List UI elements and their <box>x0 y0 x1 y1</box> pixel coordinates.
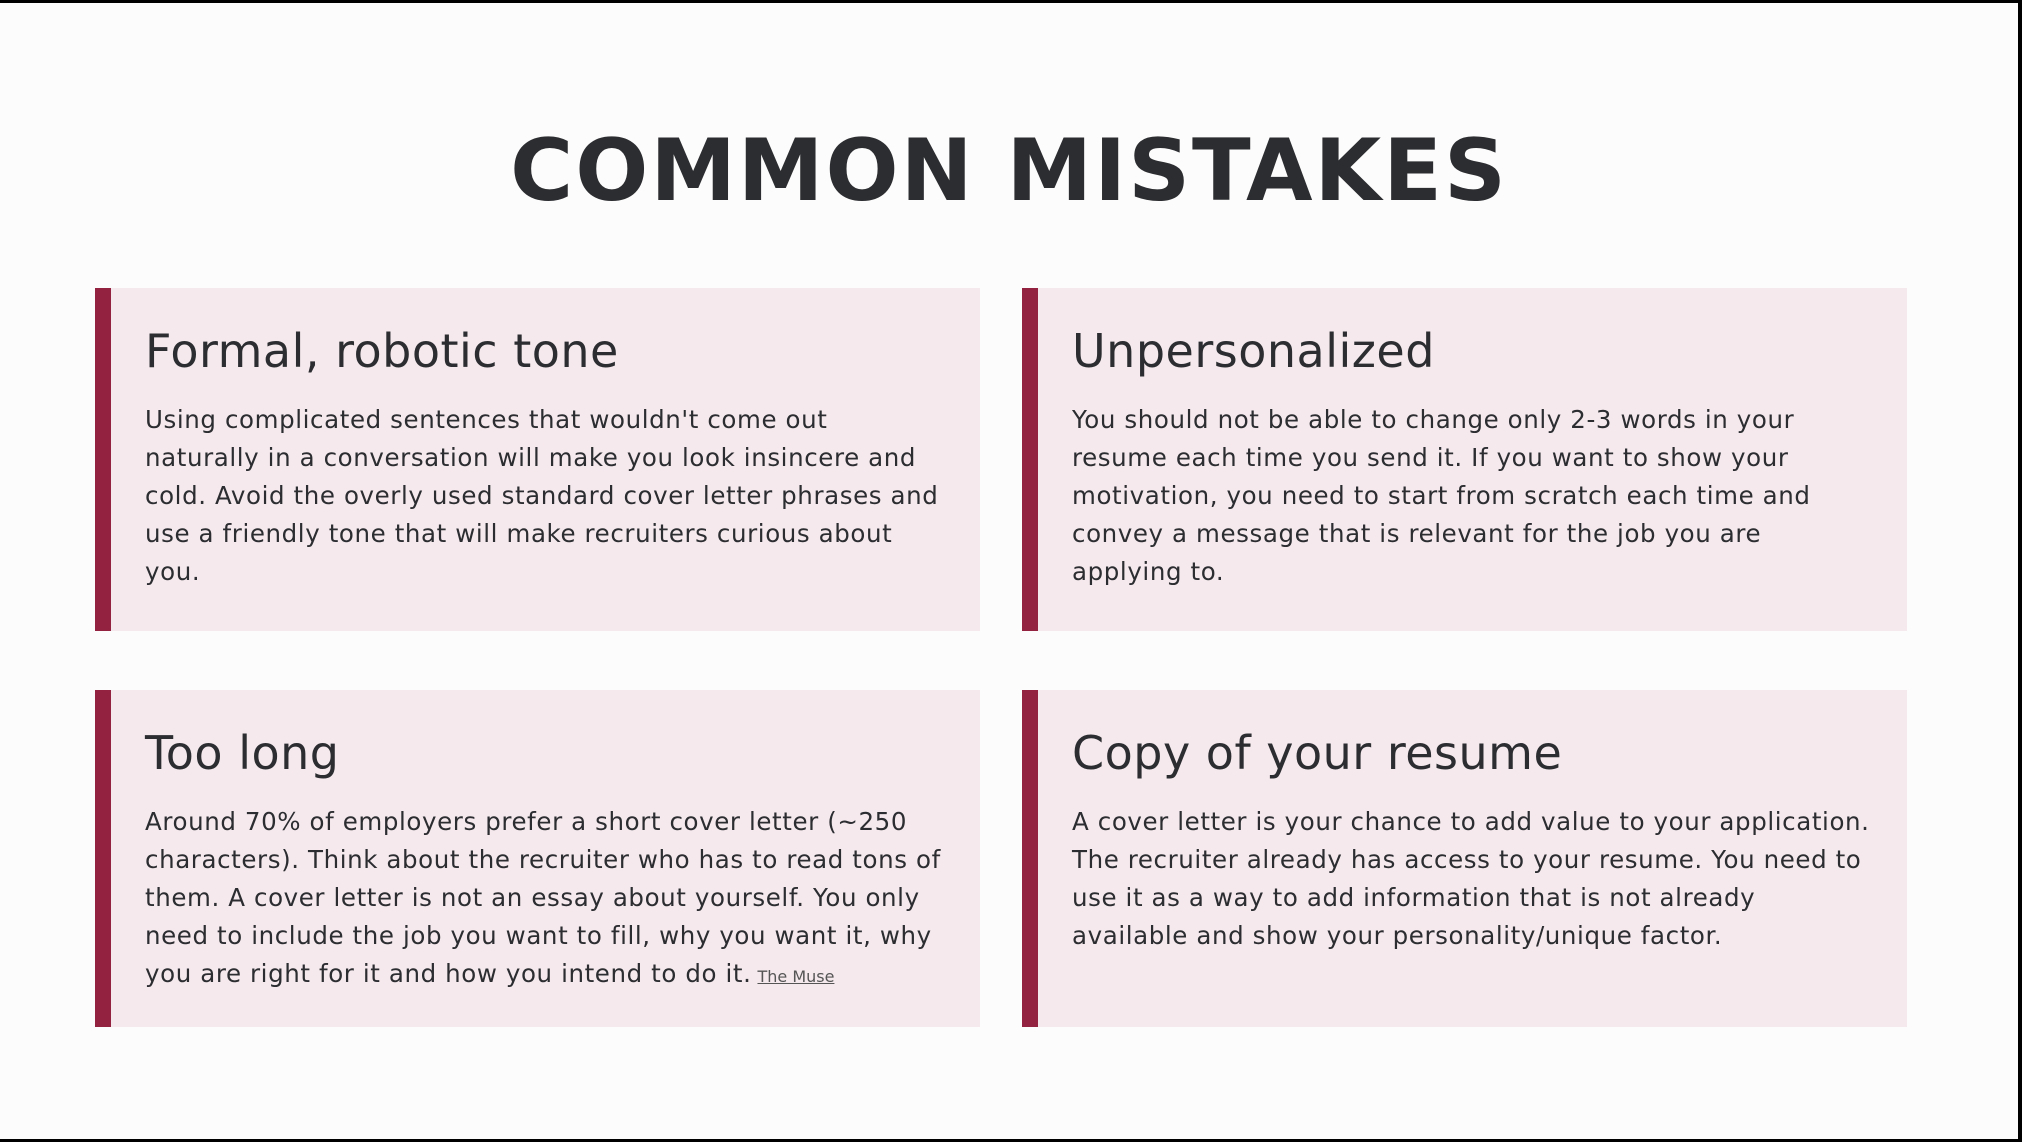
card-body: Around 70% of employers prefer a short cover letter (~250 characters). Think about the recruiter who has to read tons of them. A cover letter is not an essay about yourself. You only need to include the job you want to fill, why you want it, why you are right for it and how you intend to do it. <box>145 807 941 988</box>
card-heading: Unpersonalized <box>1072 324 1435 378</box>
page-title: COMMON MISTAKES <box>510 121 1508 221</box>
card-body-wrapper <box>145 803 950 996</box>
mistake-card-unpersonalized <box>1022 288 1907 631</box>
card-heading: Too long <box>145 726 340 780</box>
card-body: A cover letter is your chance to add value to your application. The recruiter already has access to your resume. You need to use it as a way to add information that is not already available and show your personality/unique factor. <box>1072 807 1870 950</box>
mistake-card-too-long <box>95 690 980 1027</box>
source-link[interactable]: The Muse <box>757 967 835 986</box>
card-body: Using complicated sentences that wouldn't come out naturally in a conversation will make you look insincere and cold. Avoid the overly used standard cover letter phrases and use a friendly tone that will make recruiters curious about you. <box>145 405 939 586</box>
slide <box>0 3 2018 1139</box>
card-body: You should not be able to change only 2-3 words in your resume each time you send it. If you want to show your motivation, you need to start from scratch each time and convey a message that is relevant for the job you are applying to. <box>1072 405 1811 586</box>
mistake-card-copy-of-resume <box>1022 690 1907 1027</box>
mistake-card-formal-tone <box>95 288 980 631</box>
card-heading: Copy of your resume <box>1072 726 1563 780</box>
card-heading: Formal, robotic tone <box>145 324 619 378</box>
